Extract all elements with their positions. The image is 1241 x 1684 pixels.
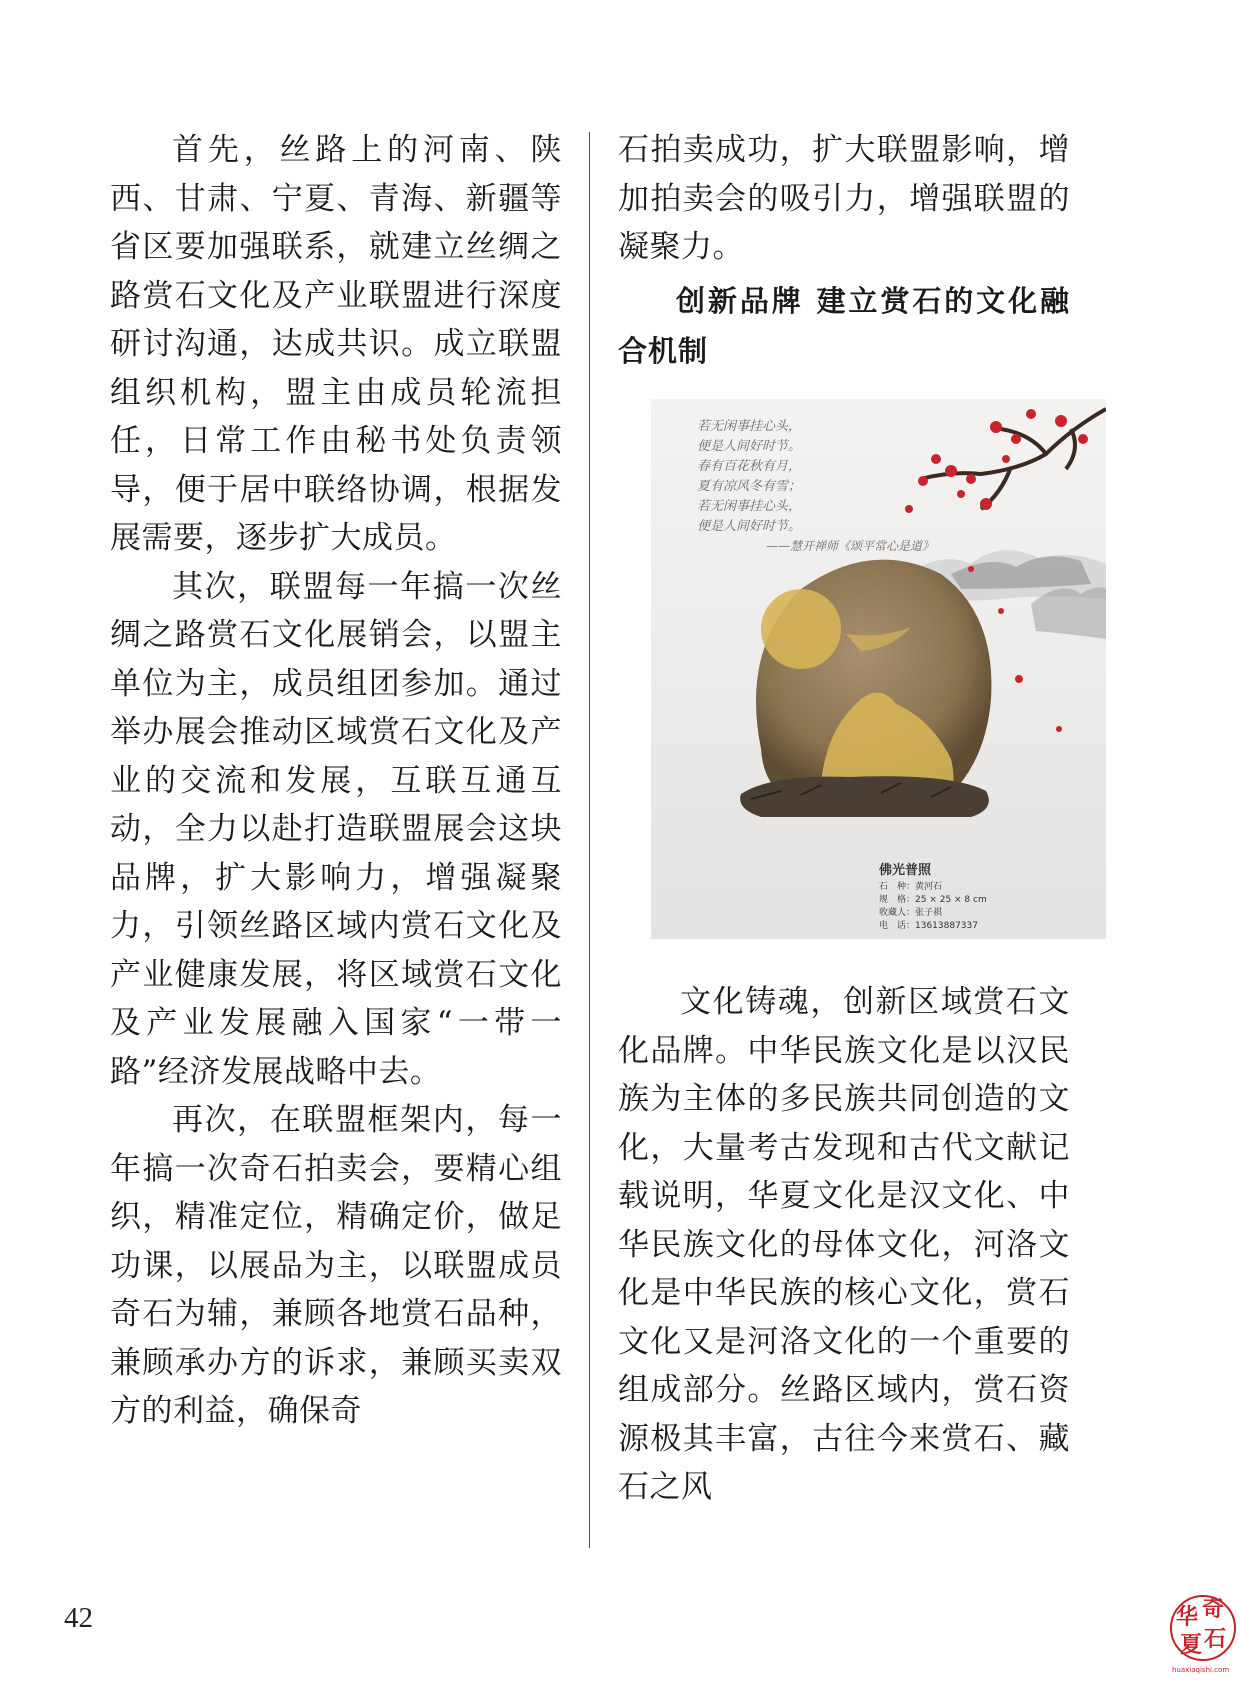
poem-signature: ——慧开禅师《颂平常心是道》 (766, 539, 935, 553)
poem-line: 便是人间好时节。 (697, 439, 802, 454)
logo-char: 华 (1176, 1605, 1199, 1630)
caption-line: 电 话：13613887337 (879, 921, 978, 931)
right-paragraph-2: 文化铸魂，创新区域赏石文化品牌。中华民族文化是以汉民族为主体的多民族共同创造的文化，大量考古发现和古代文献记载说明，华夏文化是汉文化、中华民族文化的母体文化，河洛文化是中华民族的核心文化，赏石文化又是河洛文化的一个重要的组成部分。丝路区域内，赏石资源极其丰富，古往今来赏石、藏石之风 (618, 984, 1070, 1505)
stone-figure (651, 399, 1106, 939)
left-paragraph-1: 首先，丝路上的河南、陕西、甘肃、宁夏、青海、新疆等省区要加强联系，就建立丝绸之路赏石文化及产业联盟进行深度研讨沟通，达成共识。成立联盟组织机构，盟主由成员轮流担任，日常工作由秘书处负责领导，便于居中联络协调，根据发展需要，逐步扩大成员。 (110, 132, 562, 556)
poem-line: 若无闲事挂心头， (697, 419, 802, 434)
caption-title: 佛光普照 (879, 863, 932, 878)
left-paragraph-3: 再次，在联盟框架内，每一年搞一次奇石拍卖会，要精心组织，精准定位，精确定价，做足功课，以展品为主，以联盟成员奇石为辅，兼顾各地赏石品种，兼顾承办方的诉求，兼顾买卖双方的利益，确保奇 (110, 1102, 562, 1429)
poem-text (697, 417, 801, 537)
poem-line: 夏有凉风冬有雪； (697, 479, 802, 494)
poem-line: 便是人间好时节。 (697, 519, 802, 534)
column-divider (589, 132, 590, 1548)
logo-char: 夏 (1180, 1633, 1203, 1658)
logo-url: huaxiaqishi.com (1172, 1666, 1230, 1674)
poem-line: 春有百花秋有月， (697, 459, 802, 474)
logo-char: 石 (1204, 1627, 1227, 1652)
page-number: 42 (64, 1602, 93, 1634)
figure-caption (879, 859, 987, 933)
right-column-top (618, 126, 1070, 376)
section-heading: 创新品牌 建立赏石的文化融合机制 (618, 283, 1070, 368)
caption-line: 收藏人：张子祺 (879, 908, 943, 918)
left-paragraph-2: 其次，联盟每一年搞一次丝绸之路赏石文化展销会，以盟主单位为主，成员组团参加。通过举办展会推动区域赏石文化及产业的交流和发展，互联互通互动，全力以赴打造联盟展会这块品牌，扩大影响力，增强凝聚力，引领丝路区域内赏石文化及产业健康发展，将区域赏石文化及产业发展融入国家“一带一路”经济发展战略中去。 (110, 568, 562, 1090)
poem-line: 若无闲事挂心头， (697, 499, 802, 514)
caption-line: 石 种：黄河石 (879, 882, 943, 892)
right-column-bottom (618, 978, 1070, 1512)
left-column (110, 126, 562, 1436)
caption-line: 规 格：25 × 25 × 8 cm (879, 895, 987, 905)
logo-char: 奇 (1202, 1597, 1225, 1622)
right-paragraph-continued: 石拍卖成功，扩大联盟影响，增加拍卖会的吸引力，增强联盟的凝聚力。 (618, 132, 1070, 265)
